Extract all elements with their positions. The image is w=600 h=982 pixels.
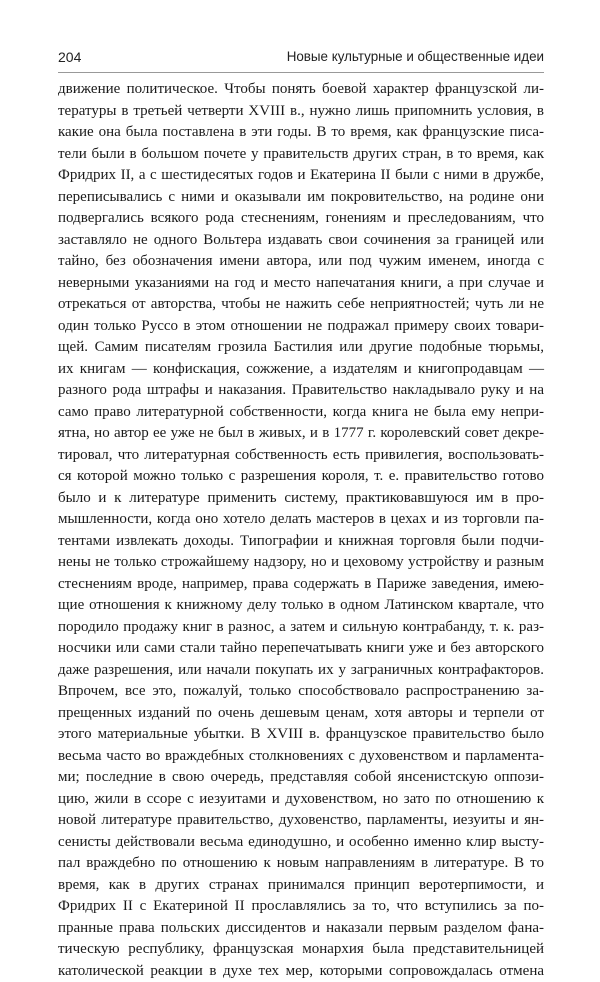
text-line: тературы в третьей четверти XVIII в., нужно лишь припомнить условия, в xyxy=(58,101,544,123)
text-line: подвергались всякого рода стеснениям, гонениям и преследованиям, что xyxy=(58,208,544,230)
text-line: Фридрих II, а с шестидесятых годов и Екатерина II были с ними в дружбе, xyxy=(58,165,544,187)
text-line: пранные права польских диссидентов и наказали первым разделом фана- xyxy=(58,918,544,940)
text-line: этого материальные убытки. В XVIII в. французское правительство было xyxy=(58,724,544,746)
text-line: один только Руссо в этом отношении не подражал примеру своих товари- xyxy=(58,316,544,338)
text-line: тентами извлекать доходы. Типографии и книжная торговля были подчи- xyxy=(58,531,544,553)
running-header xyxy=(58,48,544,68)
body-text xyxy=(58,79,544,982)
text-line: какие она была поставлена в эти годы. В то время, как французские писа- xyxy=(58,122,544,144)
text-line: разного рода штрафы и наказания. Правительство накладывало руку и на xyxy=(58,380,544,402)
text-line: новой литературе правительство, духовенство, парламенты, иезуиты и ян- xyxy=(58,810,544,832)
text-line: тическую республику, французская монархия была представительницей xyxy=(58,939,544,961)
text-line: мышленности, когда оно хотело делать мастеров в цехах и из торговли па- xyxy=(58,509,544,531)
header-divider xyxy=(58,72,544,73)
text-line: движение политическое. Чтобы понять боевой характер французской ли- xyxy=(58,79,544,101)
text-line: щие отношения к книжному делу только в одном Латинском квартале, что xyxy=(58,595,544,617)
text-line: носчики или сами стали тайно перепечатывать книги уже и без авторского xyxy=(58,638,544,660)
text-line: заставляло не одного Вольтера издавать свои сочинения за границей или xyxy=(58,230,544,252)
text-line: пал враждебно по отношению к новым направлениям в литературе. В то xyxy=(58,853,544,875)
text-line: ятна, но автор ее уже не был в живых, и в 1777 г. королевский совет декре- xyxy=(58,423,544,445)
text-line: весьма часто во враждебных столкновениях с духовенством и парламента- xyxy=(58,746,544,768)
text-line: цию, жили в ссоре с иезуитами и духовенством, но зато по отношению к xyxy=(58,789,544,811)
text-line: тировал, что литературная собственность есть привилегия, воспользовать- xyxy=(58,445,544,467)
text-line: переписывались с ними и оказывали им покровительство, на родине они xyxy=(58,187,544,209)
text-line: породило продажу книг в разнос, а затем и сильную контрабанду, т. к. раз- xyxy=(58,617,544,639)
text-line: сенисты действовали весьма единодушно, и особенно именно клир высту- xyxy=(58,832,544,854)
text-line: стеснениям вроде, например, права содержать в Париже заведения, имею- xyxy=(58,574,544,596)
page-number: 204 xyxy=(58,48,81,66)
text-line: время, как в других странах принимался принцип веротерпимости, и xyxy=(58,875,544,897)
text-line: было и к литературе применить систему, практиковавшуюся им в про- xyxy=(58,488,544,510)
text-line: прещенных изданий по очень дешевым ценам, хотя авторы и терпели от xyxy=(58,703,544,725)
running-title: Новые культурные и общественные идеи xyxy=(287,48,544,66)
text-line: тели были в большом почете у правительств других стран, в то время, как xyxy=(58,144,544,166)
text-line: даже разрешения, или начали покупать их у заграничных контрафакторов. xyxy=(58,660,544,682)
text-line: Впрочем, все это, пожалуй, только способствовало распространению за- xyxy=(58,681,544,703)
text-line: католической реакции в духе тех мер, которыми сопровождалась отмена xyxy=(58,961,544,982)
text-line: неверными указаниями на год и место напечатания книги, а при случае и xyxy=(58,273,544,295)
text-line: отрекаться от авторства, чтобы не нажить себе неприятностей; чуть ли не xyxy=(58,294,544,316)
text-line: щей. Самим писателям грозила Бастилия или другие подобные тюрьмы, xyxy=(58,337,544,359)
text-line: тайно, без обозначения имени автора, или под чужим именем, иногда с xyxy=(58,251,544,273)
text-line: Фридрих II с Екатериной II прославлялись за то, что вступились за по- xyxy=(58,896,544,918)
text-line: ся которой можно только с разрешения короля, т. е. правительство готово xyxy=(58,466,544,488)
text-line: ми; последние в свою очередь, представляя собой янсенистскую оппози- xyxy=(58,767,544,789)
text-line: их книгам — конфискация, сожжение, а издателям и книгопродавцам — xyxy=(58,359,544,381)
text-line: само право литературной собственности, когда книга не была ему непри- xyxy=(58,402,544,424)
text-line: нены не только строжайшему надзору, но и цеховому устройству и разным xyxy=(58,552,544,574)
